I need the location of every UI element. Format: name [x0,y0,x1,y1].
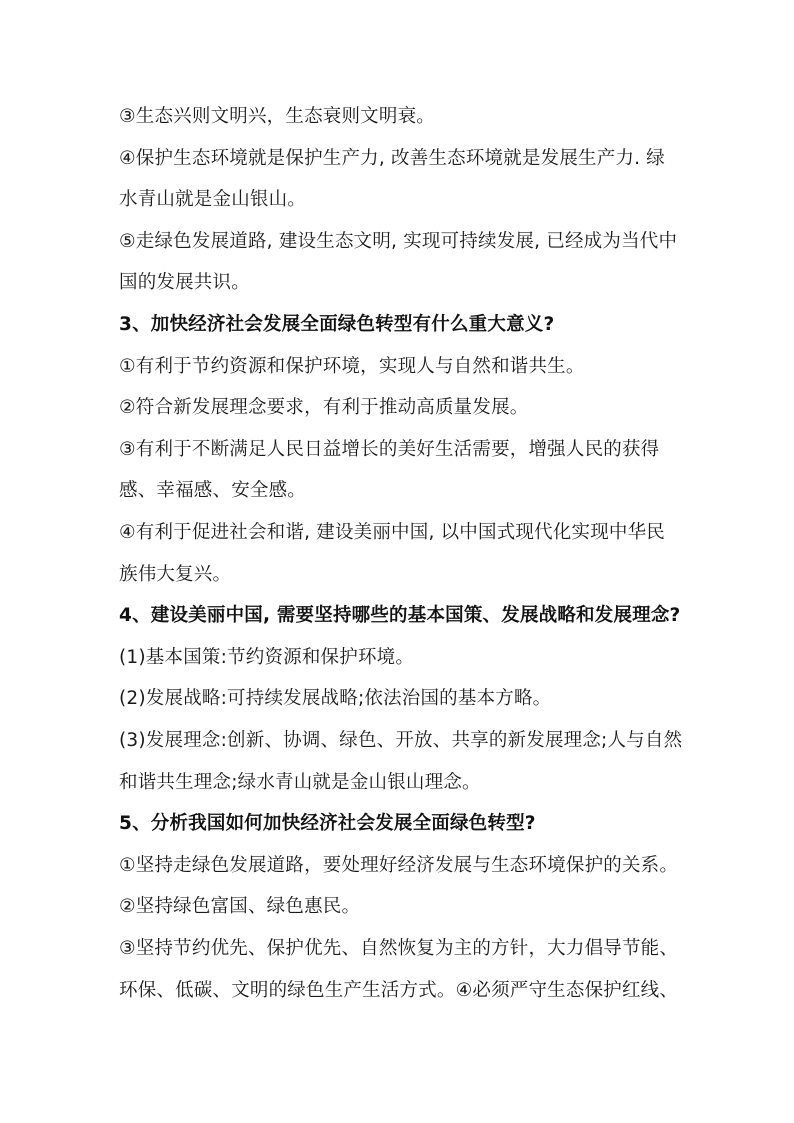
text-line: 环保、低碳、文明的绿色生产生活方式。④必须严守生态保护红线、 [119,980,679,1001]
text-line: ②坚持绿色富国、绿色惠民。 [119,896,361,917]
text-line: ③生态兴则文明兴，生态衰则文明衰。 [119,106,435,127]
text-line: ④有利于促进社会和谐, 建设美丽中国, 以中国式现代化实现中华民 [119,522,666,543]
section-heading-5: 5、分析我国如何加快经济社会发展全面绿色转型? [119,813,536,834]
section-heading-3: 3、加快经济社会发展全面绿色转型有什么重大意义? [119,314,555,335]
text-line: (3)发展理念:创新、协调、绿色、开放、共享的新发展理念;人与自然 [119,730,683,751]
text-line: (2)发展战略:可持续发展战略;依法治国的基本方略。 [119,688,552,709]
text-line: ④保护生态环境就是保护生产力, 改善生态环境就是发展生产力. 绿 [119,148,666,169]
text-line: 和谐共生理念;绿水青山就是金山银山理念。 [119,772,481,793]
text-line: 族伟大复兴。 [119,564,232,585]
text-line: 水青山就是金山银山。 [119,189,307,210]
text-line: ③有利于不断满足人民日益增长的美好生活需要，增强人民的获得 [119,439,660,460]
text-line: 感、幸福感、安全感。 [119,480,307,501]
text-line: ②符合新发展理念要求，有利于推动高质量发展。 [119,397,529,418]
text-line: ①坚持走绿色发展道路，要处理好经济发展与生态环境保护的关系。 [119,855,679,876]
text-line: 国的发展共识。 [119,272,250,293]
text-line: ③坚持节约优先、保护优先、自然恢复为主的方针，大力倡导节能、 [119,938,679,959]
text-line: (1)基本国策:节约资源和保护环境。 [119,647,415,668]
text-line: ①有利于节约资源和保护环境，实现人与自然和谐共生。 [119,356,585,377]
section-heading-4: 4、建设美丽中国, 需要坚持哪些的基本国策、发展战略和发展理念? [119,605,681,626]
text-line: ⑤走绿色发展道路, 建设生态文明, 实现可持续发展, 已经成为当代中 [119,231,678,252]
